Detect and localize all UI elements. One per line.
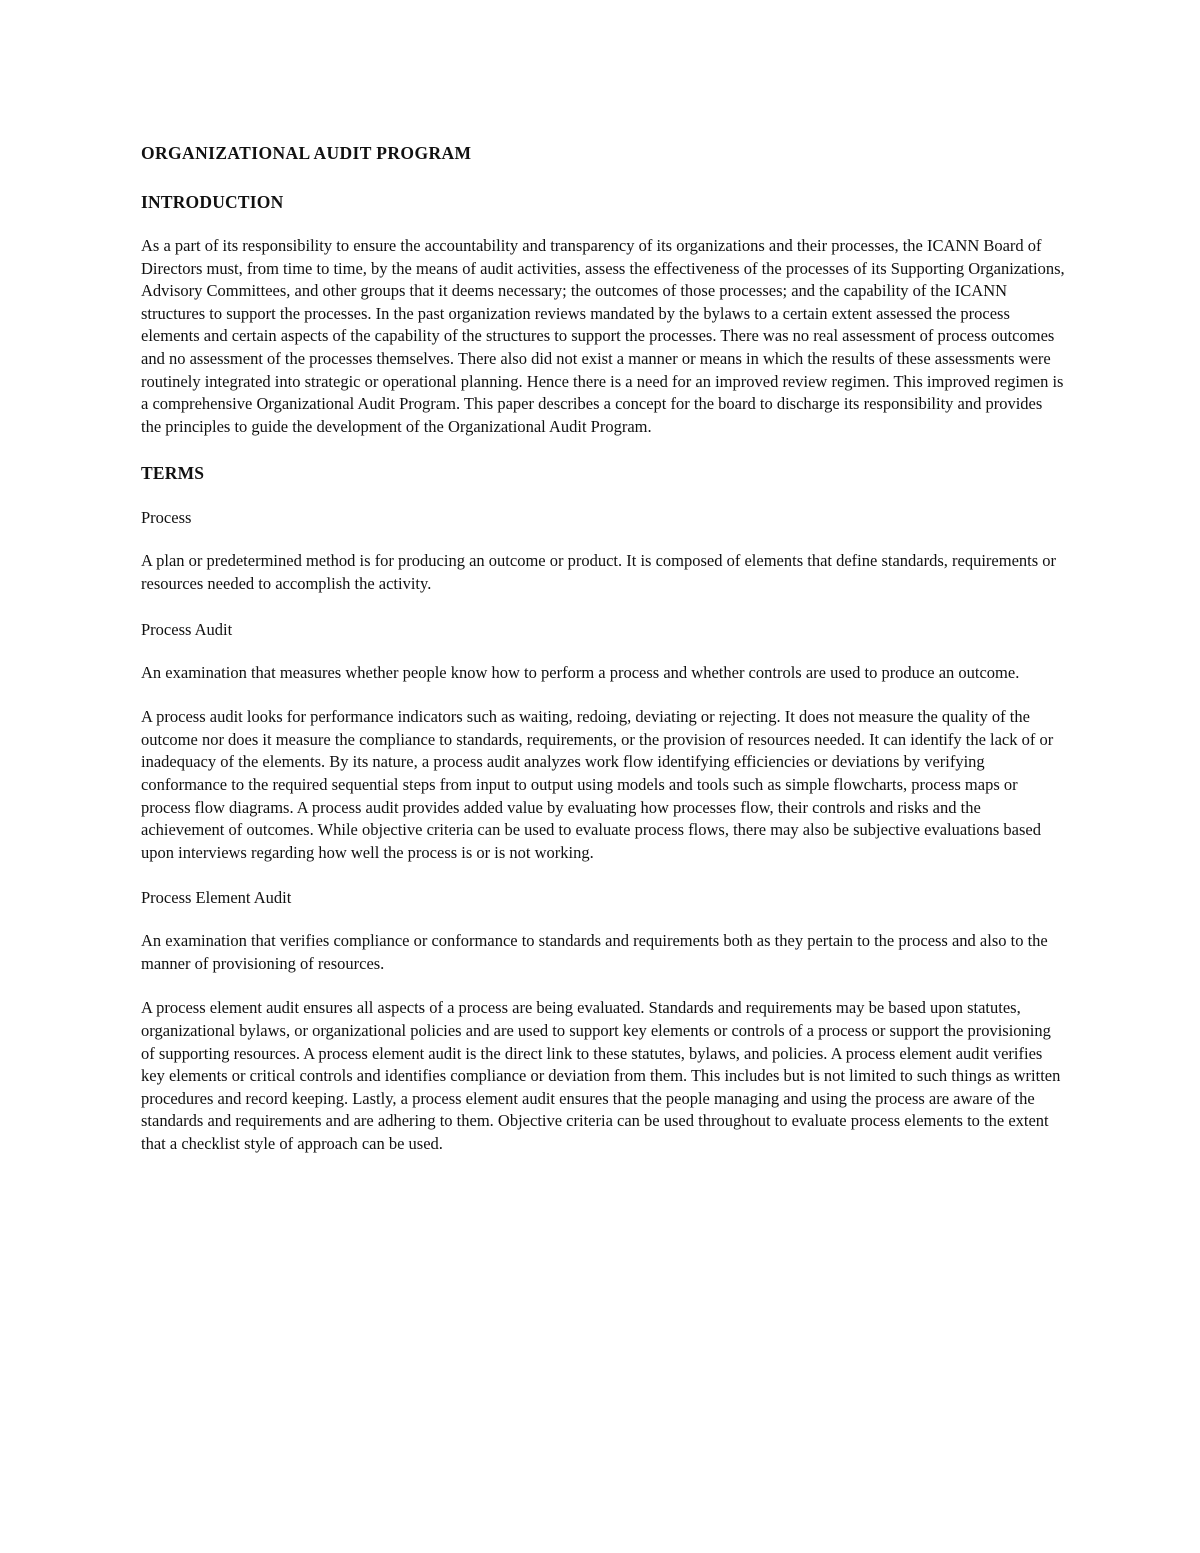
- document-body: [141, 140, 1066, 1178]
- introduction-heading: INTRODUCTION: [141, 192, 284, 212]
- term-process-element-audit: [141, 886, 1066, 1155]
- term-name: Process: [141, 508, 192, 528]
- term-definition: An examination that verifies compliance or conformance to standards and requirements both as they pertain to the process and also to the manner of provisioning of resources.: [141, 931, 1048, 973]
- term-description: A process audit looks for performance indicators such as waiting, redoing, deviating or rejecting. It does not measure the quality of the outcome nor does it measure the compliance to standards, requirements, or the provision of resources needed. It can identify the lack of or inadequacy of the elements. By its nature, a process audit analyzes work flow identifying efficiencies or deviations by verifying conformance to the required sequential steps from input to output using models and tools such as simple flowcharts, process maps or process flow diagrams. A process audit provides added value by evaluating how processes flow, their controls and risks and the achievement of outcomes. While objective criteria can be used to evaluate process flows, there may also be subjective evaluations based upon interviews regarding how well the process is or is not working.: [141, 707, 1054, 862]
- term-name: Process Element Audit: [141, 888, 292, 908]
- term-definition: A plan or predetermined method is for producing an outcome or product. It is composed of elements that define standards, requirements or resources needed to accomplish the activity.: [141, 551, 1057, 593]
- term-definition: An examination that measures whether people know how to perform a process and whether controls are used to produce an outcome.: [141, 662, 1020, 682]
- document-title: ORGANIZATIONAL AUDIT PROGRAM: [141, 143, 472, 163]
- term-name: Process Audit: [141, 619, 233, 639]
- term-process-audit: [141, 618, 1066, 865]
- term-description: A process element audit ensures all aspects of a process are being evaluated. Standards and requirements may be based upon statutes, organizational bylaws, or organizational policies and are used to support key elements or controls of a process or support the provisioning of supporting resources. A process element audit is the direct link to these statutes, bylaws, and policies. A process element audit verifies key elements or critical controls and identifies compliance or deviation from them. This includes but is not limited to such things as written procedures and record keeping. Lastly, a process element audit ensures that the people managing and using the process are aware of the standards and requirements and are adhering to them. Objective criteria can be used throughout to evaluate process elements to the extent that a checklist style of approach can be used.: [141, 998, 1061, 1154]
- terms-heading: TERMS: [141, 463, 205, 484]
- introduction-paragraph: As a part of its responsibility to ensure the accountability and transparency of its organizations and their processes, the ICANN Board of Directors must, from time to time, by the means of audit activities, assess the effectiveness of the processes of its Supporting Organizations, Advisory Committees, and other groups that it deems necessary; the outcomes of those processes; and the capability of the ICANN structures to support the processes. In the past organization reviews mandated by the bylaws to a certain extent assessed the process elements and certain aspects of the capability of the structures to support the processes. There was no real assessment of process outcomes and no assessment of the processes themselves. There also did not exist a manner or means in which the results of these assessments were routinely integrated into strategic or operational planning. Hence there is a need for an improved review regimen. This improved regimen is a comprehensive Organizational Audit Program. This paper describes a concept for the board to discharge its responsibility and provides the principles to guide the development of the Organizational Audit Program.: [141, 236, 1065, 436]
- term-process: [141, 506, 1066, 595]
